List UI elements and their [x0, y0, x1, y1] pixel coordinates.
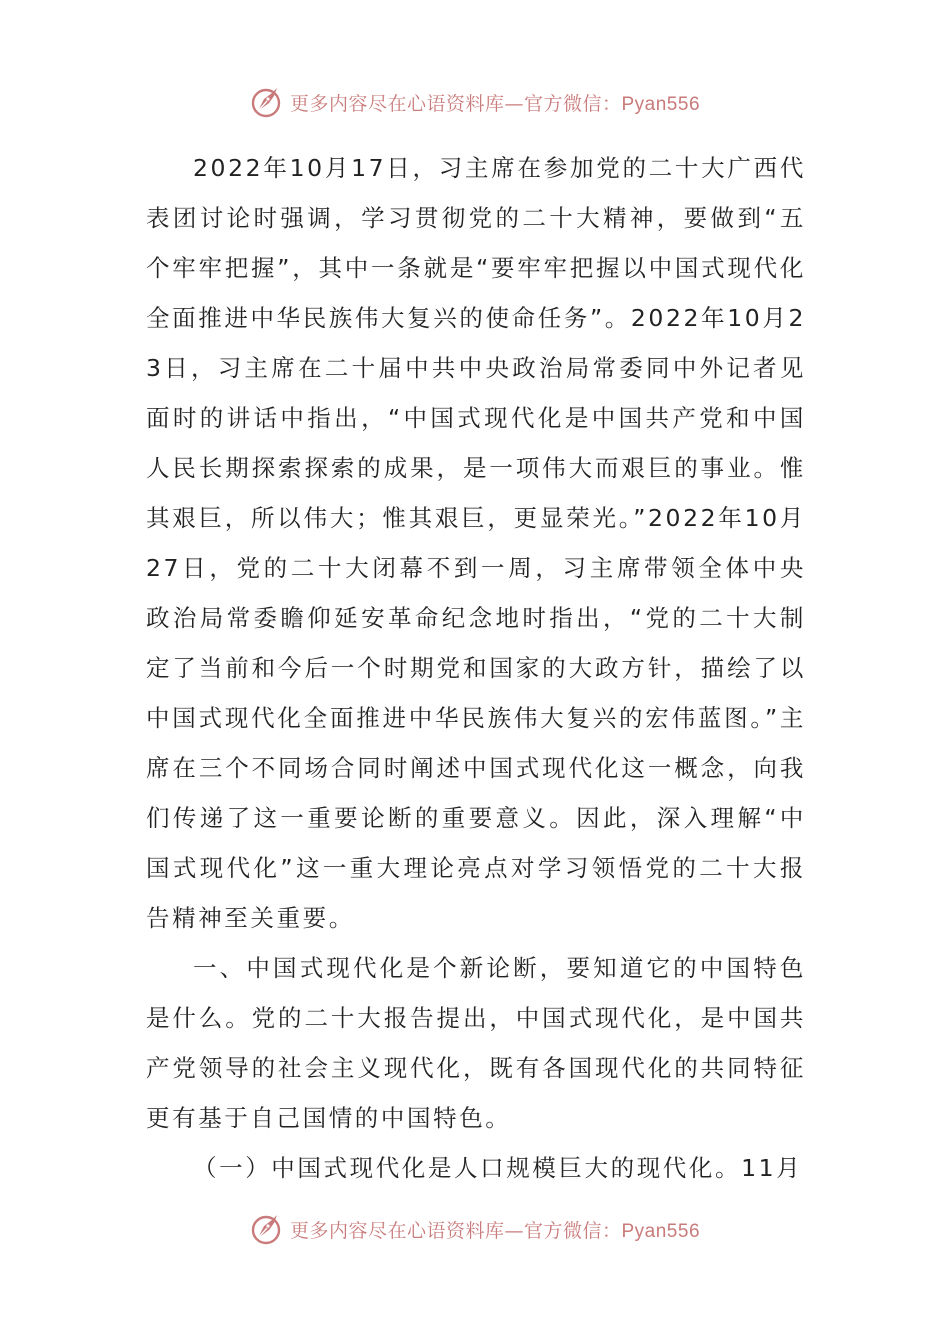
header-banner-text: 更多内容尽在心语资料库—官方微信：Pyan556 [289, 92, 701, 115]
header-wechat-id: Pyan556 [621, 93, 701, 115]
footer-banner-text: 更多内容尽在心语资料库—官方微信：Pyan556 [289, 1219, 701, 1242]
pen-nib-circle-icon [250, 1211, 286, 1247]
paragraph-1: 2022年10月17日，习主席在参加党的二十大广西代表团讨论时强调，学习贯彻党的二十大精神，要做到“五个牢牢把握”，其中一条就是“要牢牢把握以中国式现代化全面推进中华民族伟大复兴的使命任务”。2022年10月23日，习主席在二十届中共中央政治局常委同中外记者见面时的讲话中指出，“中国式现代化是中国共产党和中国人民长期探索探索的成果，是一项伟大而艰巨的事业。惟其艰巨，所以伟大；惟其艰巨，更显荣光。”2022年10月27日，党的二十大闭幕不到一周，习主席带领全体中央政治局常委瞻仰延安革命纪念地时指出，“党的二十大制定了当前和今后一个时期党和国家的大政方针，描绘了以中国式现代化全面推进中华民族伟大复兴的宏伟蓝图。”主席在三个不同场合同时阐述中国式现代化这一概念，向我们传递了这一重要论断的重要意义。因此，深入理解“中国式现代化”这一重大理论亮点对学习领悟党的二十大报告精神至关重要。 [146, 154, 806, 932]
pen-nib-circle-icon [250, 84, 286, 120]
paragraph-3: （一）中国式现代化是人口规模巨大的现代化。11月 [193, 1154, 803, 1182]
footer-wechat-id: Pyan556 [621, 1220, 701, 1242]
header-banner [0, 82, 950, 122]
paragraph-2: 一、中国式现代化是个新论断，要知道它的中国特色是什么。党的二十大报告提出，中国式现代化，是中国共产党领导的社会主义现代化，既有各国现代化的共同特征更有基于自己国情的中国特色。 [146, 954, 806, 1132]
footer-banner [0, 1209, 950, 1249]
document-body [146, 143, 806, 1193]
